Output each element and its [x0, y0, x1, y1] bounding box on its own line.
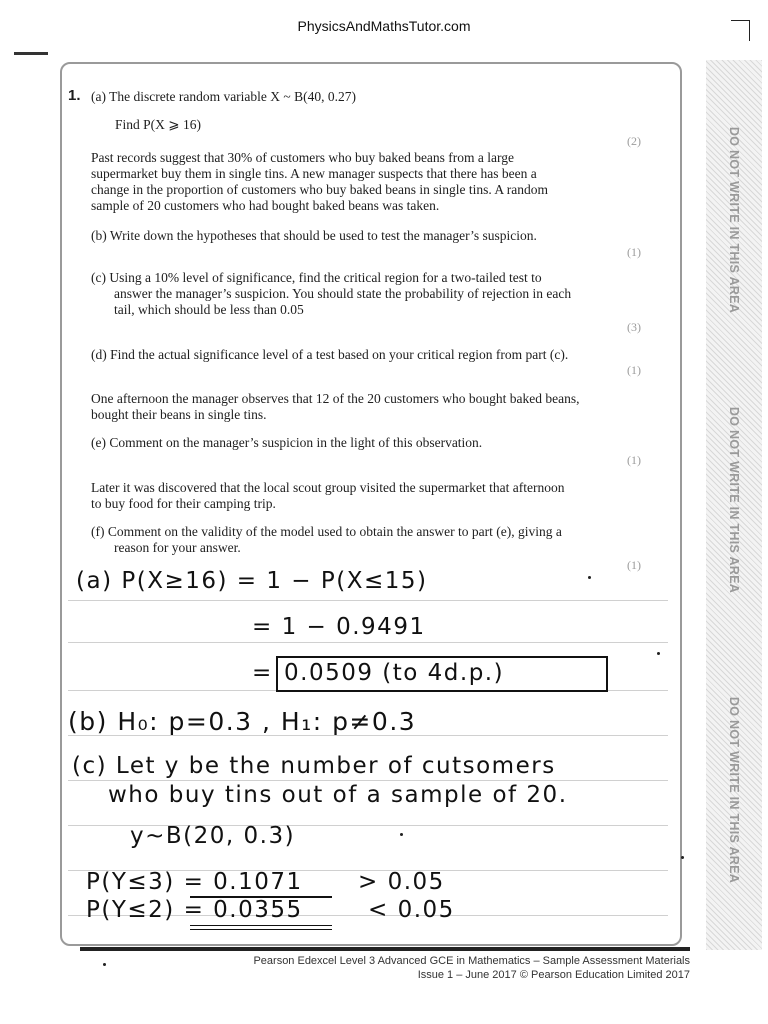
handwritten-answer-c-distribution: y~B(20, 0.3) — [130, 823, 296, 849]
site-header: PhysicsAndMathsTutor.com — [297, 18, 471, 34]
answer-line — [68, 780, 668, 781]
ink-dot — [400, 833, 403, 836]
double-underline — [190, 925, 332, 930]
observation-line-1: One afternoon the manager observes that 12 of the 20 customers who bought baked beans, — [91, 391, 580, 406]
part-e-text: (e) Comment on the manager’s suspicion in the light of this observation. — [91, 435, 483, 450]
corner-crop-mark — [731, 20, 750, 41]
handwritten-probability-2: P(Y≤2) = 0.0355 — [86, 897, 303, 923]
part-f-line-2: reason for your answer. — [114, 540, 241, 555]
marks-a: (2) — [627, 134, 641, 148]
part-a-find: Find P(X ⩾ 16) — [115, 117, 201, 132]
marks-f: (1) — [627, 558, 641, 572]
footer-rule — [80, 947, 690, 951]
ink-dot — [588, 576, 591, 579]
part-c-line-2: answer the manager’s suspicion. You should state the probability of rejection in each — [114, 286, 572, 301]
marks-b: (1) — [627, 245, 641, 259]
part-c-line-1: (c) Using a 10% level of significance, find the critical region for a two-tailed test to — [91, 270, 542, 285]
handwritten-answer-a-line-1: (a) P(X≥16) = 1 − P(X≤15) — [76, 568, 428, 594]
part-d-text: (d) Find the actual significance level of a test based on your critical region from part (c). — [91, 347, 569, 362]
footer-line-1: Pearson Edexcel Level 3 Advanced GCE in Mathematics – Sample Assessment Materials — [253, 955, 690, 967]
later-line-1: Later it was discovered that the local scout group visited the supermarket that afternoon — [91, 480, 565, 495]
handwritten-probability-1: P(Y≤3) = 0.1071 — [86, 869, 303, 895]
answer-line — [68, 642, 668, 643]
intro-line-2: supermarket buy them in single tins. A new manager suspects that there has been a — [91, 166, 537, 181]
part-a-text: (a) The discrete random variable X ~ B(40, 0.27) — [91, 89, 356, 104]
handwritten-comparison-2: < 0.05 — [368, 897, 455, 923]
handwritten-answer-a-line-2: = 1 − 0.9491 — [252, 614, 426, 640]
marks-c: (3) — [627, 320, 641, 334]
answer-line — [68, 600, 668, 601]
part-f-line-1: (f) Comment on the validity of the model used to obtain the answer to part (e), giving a — [91, 524, 562, 539]
marks-e: (1) — [627, 453, 641, 467]
ink-dot — [681, 856, 684, 859]
observation-line-2: bought their beans in single tins. — [91, 407, 267, 422]
footer-line-2: Issue 1 – June 2017 © Pearson Education Limited 2017 — [417, 969, 690, 981]
marks-d: (1) — [627, 363, 641, 377]
question-number: 1. — [68, 87, 81, 104]
handwritten-answer-a-final: 0.0509 (to 4d.p.) — [284, 660, 505, 686]
handwritten-comparison-1: > 0.05 — [358, 869, 445, 895]
intro-line-1: Past records suggest that 30% of customers who buy baked beans from a large — [91, 150, 515, 165]
intro-line-3: change in the proportion of customers who buy baked beans in single tins. A random — [91, 182, 549, 197]
handwritten-equals: = — [252, 660, 273, 686]
handwritten-answer-c-line-2: who buy tins out of a sample of 20. — [108, 782, 568, 808]
part-c-line-3: tail, which should be less than 0.05 — [114, 302, 304, 317]
handwritten-answer-b: (b) H₀: p=0.3 , H₁: p≠0.3 — [68, 707, 417, 736]
page-mark-dash — [14, 52, 48, 55]
ink-dot — [103, 963, 106, 966]
later-line-2: to buy food for their camping trip. — [91, 496, 276, 511]
ink-dot — [657, 652, 660, 655]
handwritten-answer-c-line-1: (c) Let y be the number of cutsomers — [72, 753, 556, 779]
intro-line-4: sample of 20 customers who had bought baked beans was taken. — [91, 198, 440, 213]
part-b-text: (b) Write down the hypotheses that should be used to test the manager’s suspicion. — [91, 228, 537, 243]
